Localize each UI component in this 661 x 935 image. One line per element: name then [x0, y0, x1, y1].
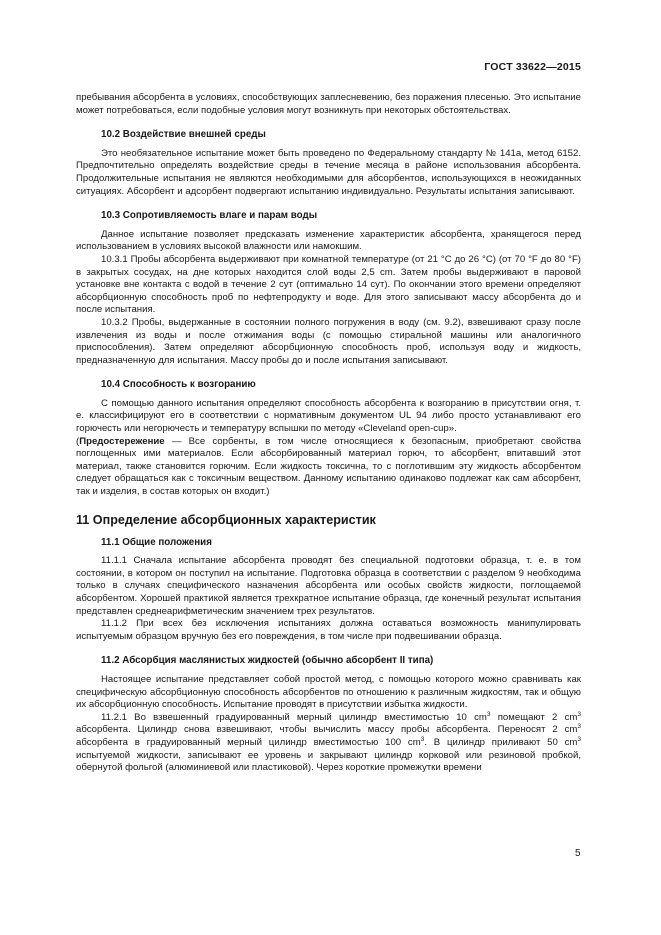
superscript: 3: [486, 710, 491, 718]
section-heading-11: 11 Определение абсорбционных характеристик: [76, 512, 376, 527]
paragraph: Настоящее испытание представляет собой простой метод, с помощью которого можно сравнивать как специфическую абсорбционную способность абсорбентов по отношению к различным жидкостям, так и общую их абсорбционную способность. Испытание проводят в присутствии избытка жидкости.: [76, 673, 581, 711]
text-run: испытуемой жидкости, записывают ее уровень и закрывают цилиндр корковой или резиновой пробкой, обернутой фольгой (алюминиевой или пластиковой). Через короткие промежутки времени: [76, 749, 581, 774]
paragraph: 10.3.2 Пробы, выдержанные в состоянии полного погружения в воду (см. 9.2), взвешивают сразу после извлечения из воды и после отжимания воды (с помощью стиральной машины или аналогичного приспособления). Затем определяют абсорбционную способность проб, используя воду и жидкость, предназначенную для испытания. Массу пробы до и после испытания записывают.: [76, 316, 581, 366]
text-run: 11.2.1 Во взвешенный градуированный мерный цилиндр вместимостью 10 cm: [101, 711, 487, 723]
section-heading-10-2: 10.2 Воздействие внешней среды: [101, 129, 266, 141]
paragraph: пребывания абсорбента в условиях, способствующих заплесневению, без поражения плесенью. Это испытание может потребоваться, если подобные условия могут возникнуть при некоторых обстоятельствах.: [76, 92, 581, 116]
superscript: 3: [577, 735, 581, 743]
paragraph: 10.3.1 Пробы абсорбента выдерживают при комнатной температуре (от 21 °С до 26 °С) (от 70 °F до 80 °F) в закрытых сосудах, на дне которых находится слой воды 2,5 cm. Затем пробы выдерживают в паровой установке вне контакта с водой в течение 2 сут (оптимально 14 сут). По окончании этого времени определяют абсорбционную способность проб по нефтепродукту и воде. Для этого записывают массу абсорбента до и после испытания.: [76, 253, 581, 316]
warning-open-paren: (: [76, 435, 80, 447]
section-heading-10-4: 10.4 Способность к возгоранию: [101, 379, 256, 391]
document-header: ГОСТ 33622—2015: [484, 61, 581, 73]
superscript: 3: [420, 735, 425, 743]
paragraph: С помощью данного испытания определяют способность абсорбента к возгоранию в присутствии огня, т. е. классифицируют его в соответствии с нормативным документом UL 94 либо просто устанавливают его горючесть или негорючесть и температуру вспышки по методу «Cleveland open-cup».: [76, 397, 581, 435]
document-body: [76, 92, 581, 775]
paragraph: 11.1.2 При всех без исключения испытаниях должна оставаться возможность манипулировать испытуемым образцом вручную без его повреждения, в том числе при подвешивании образца.: [76, 618, 581, 642]
paragraph: Данное испытание позволяет предсказать изменение характеристик абсорбента, хранящегося перед использованием в условиях высокой влажности или намокшим.: [76, 228, 581, 253]
superscript: 3: [577, 723, 581, 731]
section-heading-11-1: 11.1 Общие положения: [101, 536, 212, 548]
warning-text: — Все сорбенты, в том числе относящиеся к безопасным, приобретают свойства поглощенных ими материалов. Если абсорбированный материал горюч, то абсорбент, впитавший этот материал, также становится горючим. Если жидкость токсична, то с поглотившим эту жидкость абсорбентом следует обращаться как с токсичным веществом. Данному испытанию одинаково подлежат как сам абсорбент, так и изделия, в состав которых он входит.): [76, 435, 581, 498]
text-run: абсорбента. Цилиндр снова взвешивают, чтобы вычислить массу пробы абсорбента. Переносят 2 cm: [76, 724, 578, 736]
warning-label: Предостережение: [79, 435, 165, 447]
paragraph: 11.1.1 Сначала испытание абсорбента проводят без специальной подготовки образца, т. е. в том состоянии, в котором он поступил на испытание. Подготовка образца в соответствии с разделом 9 необходима только в случаях специфического назначения абсорбента или особых свойств жидкости, поглощаемой абсорбентом. Хорошей практикой является трехкратное испытание образца, где конечный результат испытания представлен среднеарифметическим значением трех результатов.: [76, 555, 581, 617]
text-run: абсорбента в градуированный мерный цилиндр вместимостью 100 cm: [76, 736, 421, 748]
text-run: помещают 2 cm: [490, 711, 578, 723]
text-run: . В цилиндр приливают 50 cm: [424, 736, 578, 748]
superscript: 3: [577, 710, 581, 718]
section-heading-11-2: 11.2 Абсорбция маслянистых жидкостей (обычно абсорбент II типа): [101, 655, 434, 667]
page-number: 5: [575, 848, 581, 859]
paragraph: Это необязательное испытание может быть проведено по Федеральному стандарту № 141а, метод 6152. Предпочтительно определять воздействие среды в течение месяца в районе использования абсорбента. Продолжительные испытания не являются необходимыми для абсорбентов, использующихся в неожиданных ситуациях. Абсорбент и адсорбент подвергают испытанию индивидуально. Результаты испытания записывают.: [76, 147, 581, 197]
section-heading-10-3: 10.3 Сопротивляемость влаге и парам воды: [101, 210, 318, 222]
paragraph-11-2-1: [76, 712, 581, 775]
warning-paragraph: [76, 436, 581, 499]
